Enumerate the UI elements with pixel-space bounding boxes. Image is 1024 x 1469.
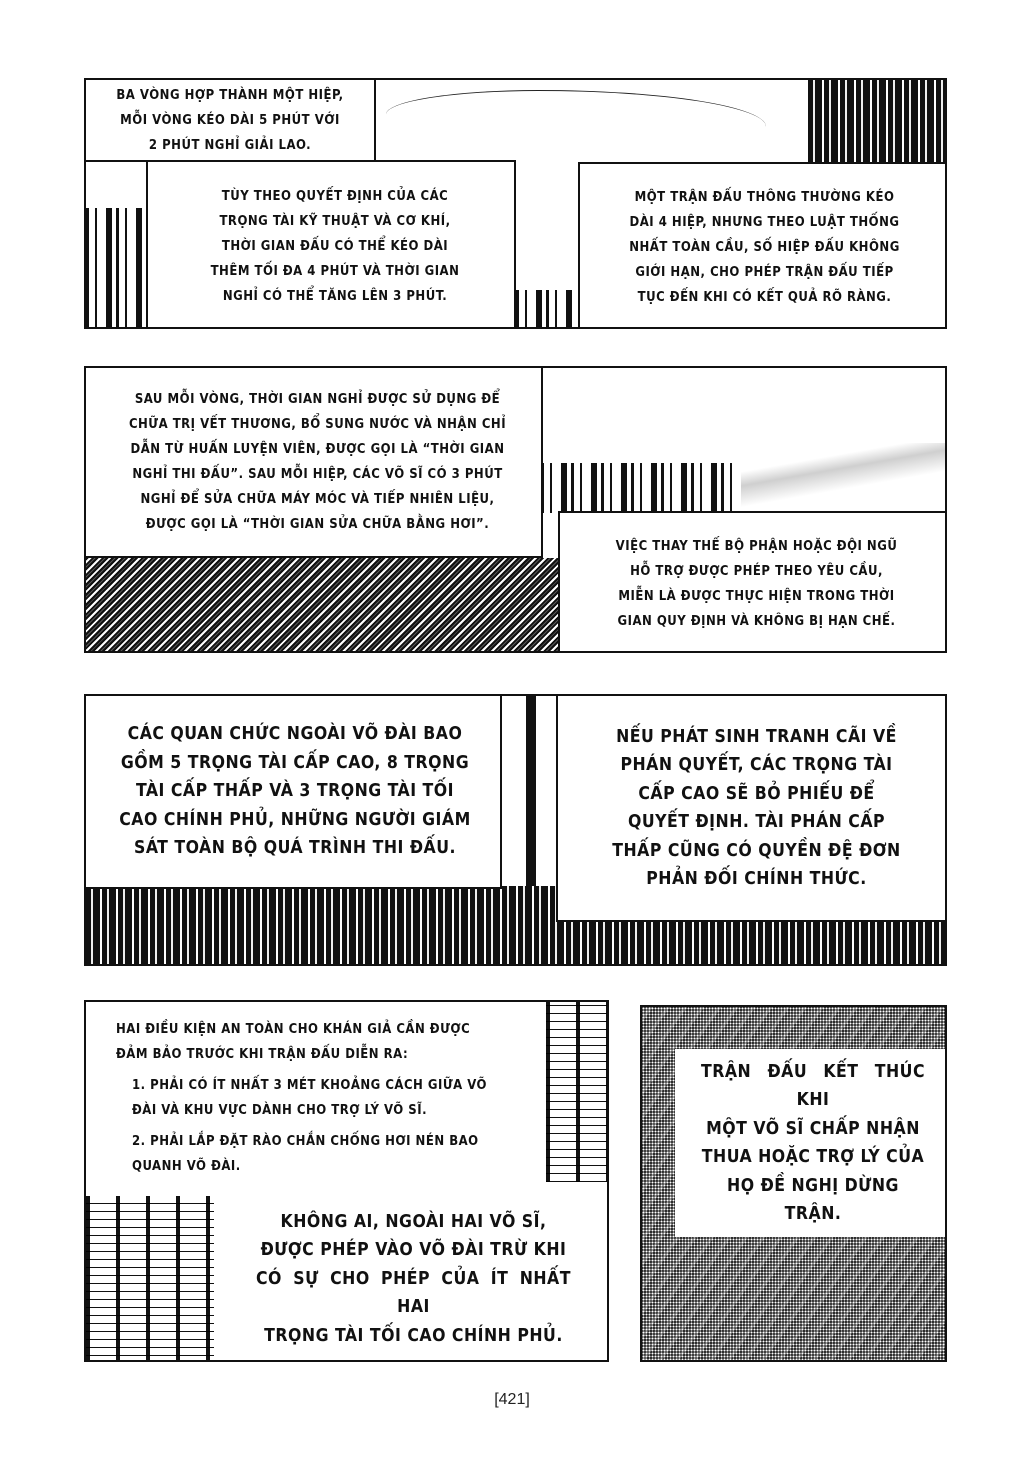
stadium-roof-art xyxy=(541,463,741,513)
caption-line: NẾU PHÁT SINH TRANH CÃI VỀ xyxy=(616,726,897,747)
caption-line: CHỮA TRỊ VẾT THƯƠNG, BỔ SUNG NƯỚC VÀ NHẬN CHỈ xyxy=(128,417,507,432)
caption-line: QUYẾT ĐỊNH. TÀI PHÁN CẤP xyxy=(627,812,886,832)
caption-line: THẤP CŨNG CÓ QUYỀN ĐỆ ĐƠN xyxy=(612,840,901,861)
caption-line: CAO CHÍNH PHỦ, NHỮNG NGƯỜI GIÁM xyxy=(119,809,471,830)
caption-line: SAU MỖI VÒNG, THỜI GIAN NGHỈ ĐƯỢC SỬ DỤNG ĐỂ xyxy=(134,392,501,407)
caption-line: ĐƯỢC PHÉP VÀO VÕ ĐÀI TRỪ KHI xyxy=(260,1240,567,1261)
caption-rounds-count xyxy=(578,162,947,329)
caption-line: GIAN QUY ĐỊNH VÀ KHÔNG BỊ HẠN CHẾ. xyxy=(617,614,896,629)
building-window-art-top-right xyxy=(546,1002,609,1182)
caption-line: VIỆC THAY THẾ BỘ PHẬN HOẶC ĐỘI NGŨ xyxy=(615,539,898,554)
caption-line: PHẢN ĐỐI CHÍNH THỨC. xyxy=(646,869,867,889)
condition-item-2: QUANH VÕ ĐÀI. xyxy=(132,1159,241,1174)
caption-line: TỤC ĐẾN KHI CÓ KẾT QUẢ RÕ RÀNG. xyxy=(637,290,892,305)
panel-3 xyxy=(84,694,947,966)
caption-line: TÀI CẤP THẤP VÀ 3 TRỌNG TÀI TỐI xyxy=(135,781,455,802)
caption-ring-entry xyxy=(214,1194,609,1362)
caption-line: KHÔNG AI, NGOÀI HAI VÕ SĨ, xyxy=(280,1211,547,1232)
city-street-art xyxy=(86,558,561,653)
sky-cloud-outline xyxy=(386,90,766,151)
caption-line: THUA HOẶC TRỢ LÝ CỦA xyxy=(701,1147,925,1167)
caption-line: CÁC QUAN CHỨC NGOÀI VÕ ĐÀI BAO xyxy=(127,724,463,745)
caption-rounds xyxy=(84,78,376,162)
caption-line: GIỚI HẠN, CHO PHÉP TRẬN ĐẤU TIẾP xyxy=(635,265,894,280)
condition-item-1: 1. PHẢI CÓ ÍT NHẤT 3 MÉT KHOẢNG CÁCH GIỮA VÕ xyxy=(132,1078,487,1093)
caption-line: TRẬN ĐẤU KẾT THÚC KHI xyxy=(701,1061,925,1110)
caption-line: DẪN TỪ HUẤN LUYỆN VIÊN, ĐƯỢC GỌI LÀ “THỜI GIAN xyxy=(130,442,505,457)
caption-intro-line: HAI ĐIỀU KIỆN AN TOÀN CHO KHÁN GIẢ CẦN ĐƯỢC xyxy=(116,1022,471,1037)
building-art-left xyxy=(86,208,146,329)
caption-line: NHẤT TOÀN CẦU, SỐ HIỆP ĐẤU KHÔNG xyxy=(629,240,900,255)
caption-rest-time xyxy=(84,366,543,558)
caption-disputes xyxy=(556,694,947,922)
caption-time-extension xyxy=(146,160,516,329)
caption-intro-line: ĐẢM BẢO TRƯỚC KHI TRẬN ĐẤU DIỄN RA: xyxy=(116,1047,409,1062)
caption-line: 2 PHÚT NGHỈ GIẢI LAO. xyxy=(148,137,312,153)
caption-line: MỘT VÕ SĨ CHẤP NHẬN xyxy=(706,1118,920,1139)
caption-line: MIỄN LÀ ĐƯỢC THỰC HIỆN TRONG THỜI xyxy=(618,589,895,604)
caption-line: GỒM 5 TRỌNG TÀI CẤP CAO, 8 TRỌNG xyxy=(120,752,470,773)
caption-line: MỖI VÒNG KÉO DÀI 5 PHÚT VỚI xyxy=(120,112,340,128)
caption-line: BA VÒNG HỢP THÀNH MỘT HIỆP, xyxy=(116,87,344,103)
building-window-art-bottom-left xyxy=(86,1194,214,1362)
page-number: [421] xyxy=(494,1391,530,1408)
caption-line: ĐƯỢC GỌI LÀ “THỜI GIAN SỬA CHỮA BẰNG HƠI”. xyxy=(145,517,490,532)
caption-line: TRỌNG TÀI KỸ THUẬT VÀ CƠ KHÍ, xyxy=(219,214,451,229)
tower-spire-art xyxy=(506,696,556,896)
panel-4 xyxy=(84,1000,609,1362)
caption-line: TÙY THEO QUYẾT ĐỊNH CỦA CÁC xyxy=(221,189,449,204)
panel-5 xyxy=(640,1005,947,1362)
caption-line: HỌ ĐỀ NGHỊ DỪNG TRẬN. xyxy=(727,1175,899,1224)
caption-line: CÓ SỰ CHO PHÉP CỦA ÍT NHẤT HAI xyxy=(256,1268,571,1318)
condition-item-2: 2. PHẢI LẮP ĐẶT RÀO CHẮN CHỐNG HƠI NÉN BAO xyxy=(132,1134,479,1149)
caption-line: TRỌNG TÀI TỐI CAO CHÍNH PHỦ. xyxy=(264,1325,563,1346)
caption-safety-conditions xyxy=(84,1000,546,1196)
caption-line: DÀI 4 HIỆP, NHƯNG THEO LUẬT THỐNG xyxy=(629,215,900,230)
panel-1 xyxy=(84,78,947,329)
caption-line: NGHỈ CÓ THỂ TĂNG LÊN 3 PHÚT. xyxy=(222,289,448,304)
caption-line: SÁT TOÀN BỘ QUÁ TRÌNH THI ĐẤU. xyxy=(134,838,456,859)
building-art-right-top xyxy=(808,80,947,165)
building-art-center xyxy=(516,290,576,329)
condition-item-1: ĐÀI VÀ KHU VỰC DÀNH CHO TRỢ LÝ VÕ SĨ. xyxy=(132,1103,428,1118)
caption-line: CẤP CAO SẼ BỎ PHIẾU ĐỂ xyxy=(638,783,875,804)
caption-line: THÊM TỐI ĐA 4 PHÚT VÀ THỜI GIAN xyxy=(210,264,460,279)
caption-line: NGHỈ THI ĐẤU”. SAU MỖI HIỆP, CÁC VÕ SĨ CÓ 3 PHÚT xyxy=(132,467,503,482)
caption-line: HỖ TRỢ ĐƯỢC PHÉP THEO YÊU CẦU, xyxy=(630,564,883,579)
caption-line: NGHỈ ĐỂ SỬA CHỮA MÁY MÓC VÀ TIẾP NHIÊN LIỆU, xyxy=(140,492,495,507)
caption-line: PHÁN QUYẾT, CÁC TRỌNG TÀI xyxy=(620,755,893,775)
caption-line: THỜI GIAN ĐẤU CÓ THỂ KÉO DÀI xyxy=(221,239,449,254)
caption-match-end xyxy=(675,1049,947,1237)
caption-line: MỘT TRẬN ĐẤU THÔNG THƯỜNG KÉO xyxy=(634,190,895,205)
caption-replacement xyxy=(558,511,947,653)
caption-officials xyxy=(84,694,502,889)
panel-2 xyxy=(84,366,947,653)
